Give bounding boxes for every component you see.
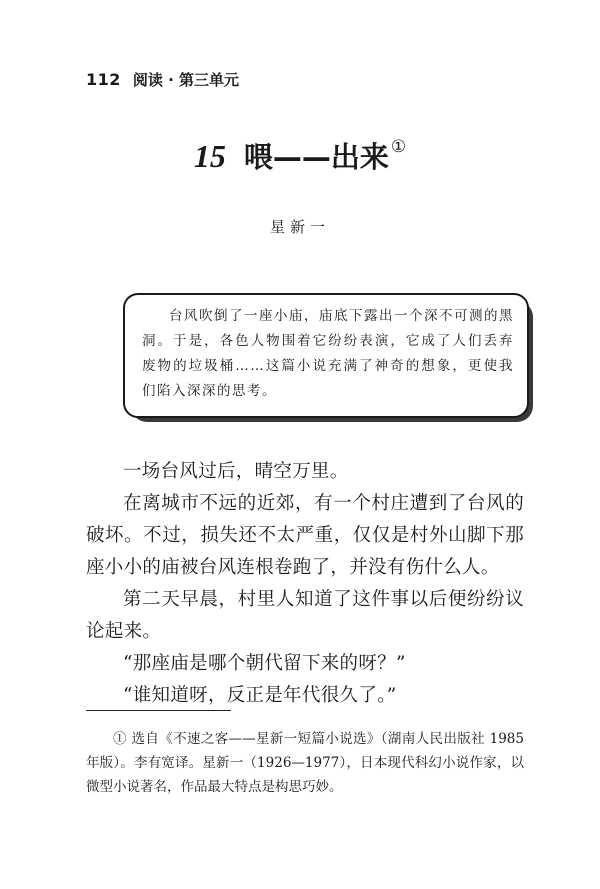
footnote-divider [86,710,231,711]
lesson-number: 15 [193,138,226,174]
intro-box [123,293,529,418]
author-name: 星新一 [269,218,330,236]
page-header [86,69,239,93]
page-number: 112 [86,70,121,89]
lesson-title [0,135,600,176]
lesson-title-text: 喂——出来 [243,140,389,174]
story-paragraph: 一场台风过后，晴空万里。 [123,461,349,482]
footnote-marker: ① [390,137,407,157]
footnote: ① 选自《不速之客——星新一短篇小说选》（湖南人民出版社 1985 年版）。李有宽译。星新一（1926—1977），日本现代科幻小说作家，以微型小说著名，作品最大特点是构思巧妙。 [86,731,524,795]
story-paragraph: 在离城市不远的近郊，有一个村庄遭到了台风的破坏。不过，损失还不太严重，仅仅是村外山脚下那座小小的庙被台风连根卷跑了，并没有伤什么人。 [86,493,524,578]
intro-text: 台风吹倒了一座小庙，庙底下露出一个深不可测的黑洞。于是，各色人物围着它纷纷表演，它成了人们丢弃废物的垃圾桶……这篇小说充满了神奇的想象，更使我们陷入深深的思考。 [142,308,514,399]
running-head: 阅读 · 第三单元 [132,71,240,89]
story-body [86,456,524,712]
story-paragraph: 第二天早晨，村里人知道了这件事以后便纷纷议论起来。 [86,589,524,642]
story-paragraph: “谁知道呀，反正是年代很久了。” [123,685,397,706]
story-paragraph: “那座庙是哪个朝代留下来的呀？” [123,653,406,674]
